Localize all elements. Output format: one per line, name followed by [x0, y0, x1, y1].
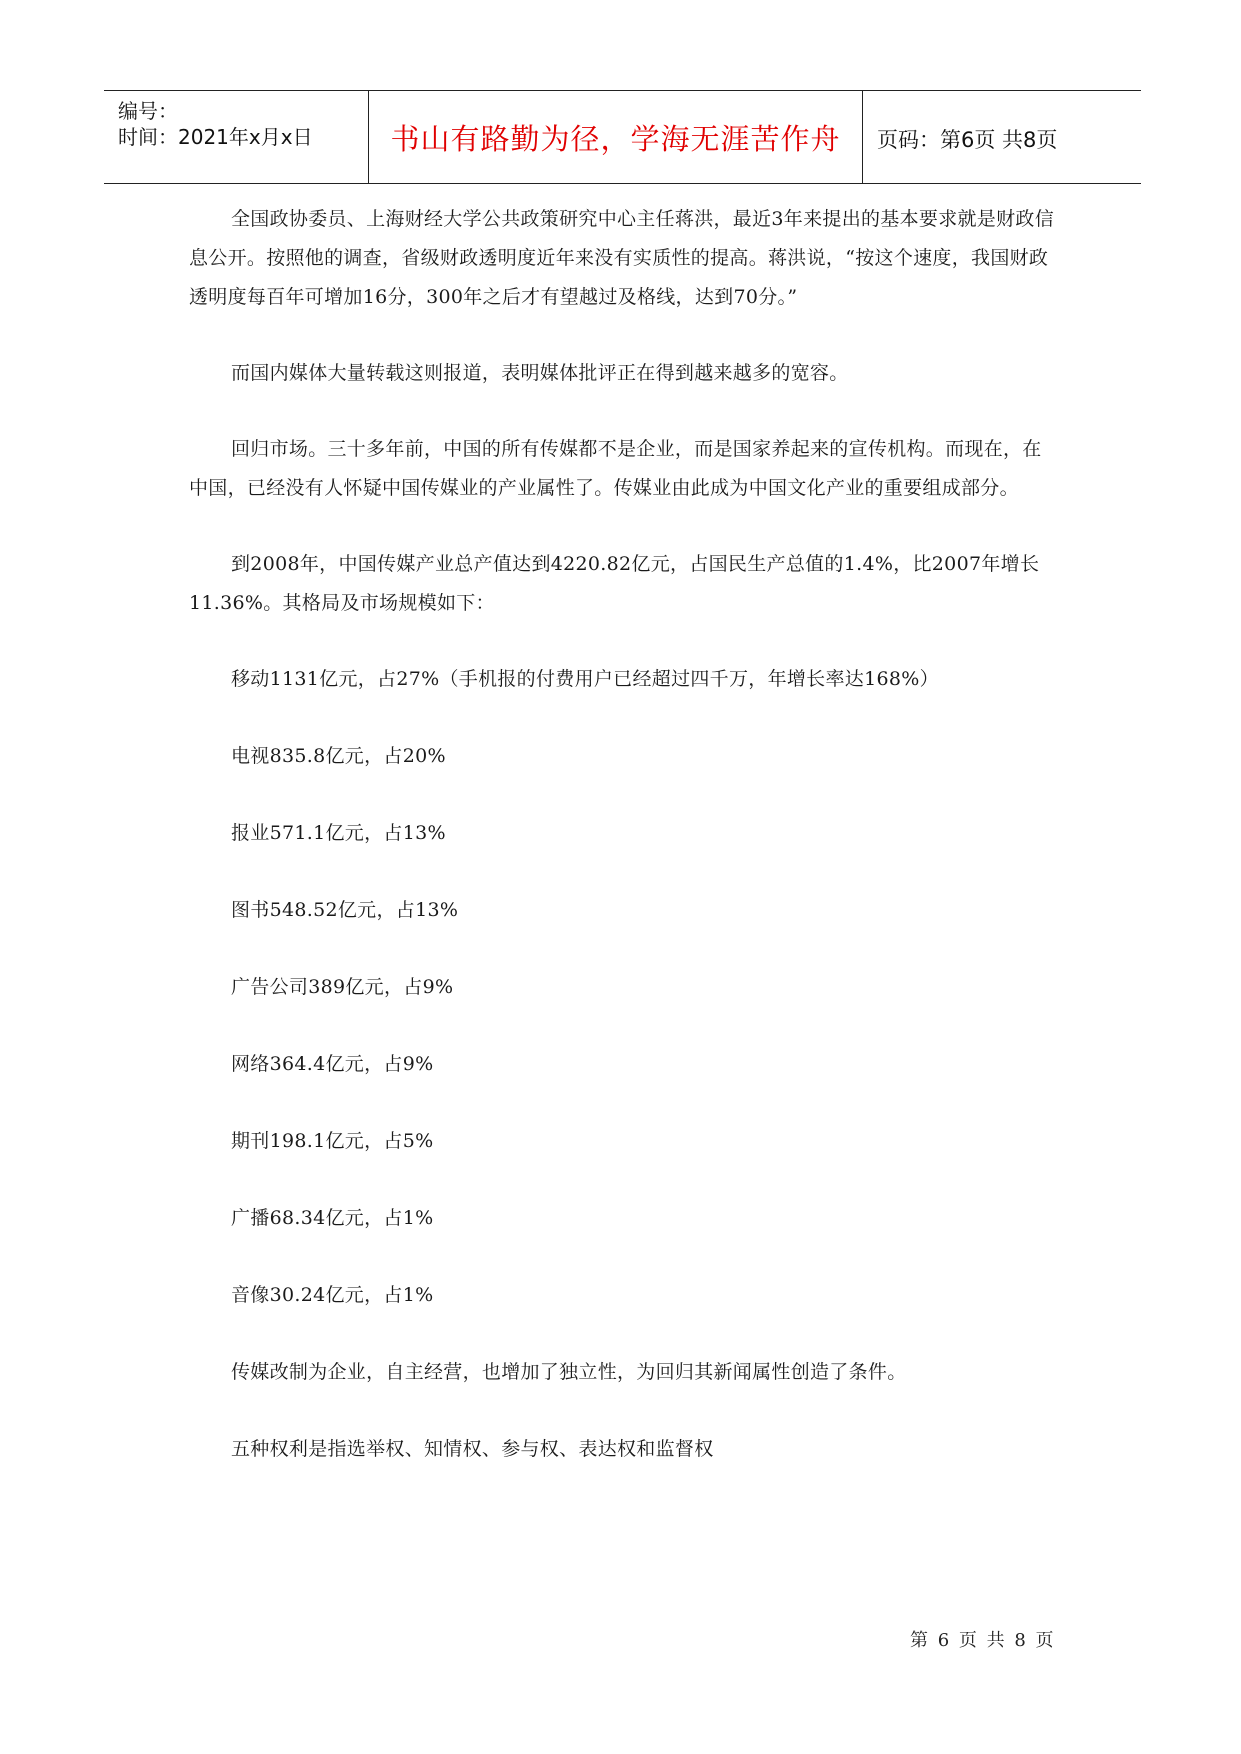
- paragraph: 到2008年，中国传媒产业总产值达到4220.82亿元，占国民生产总值的1.4%，比2007年增长11.36%。其格局及市场规模如下：: [189, 553, 1040, 614]
- market-item: 电视835.8亿元，占20%: [231, 745, 446, 767]
- header-meta-cell: [104, 91, 369, 183]
- market-item: 网络364.4亿元，占9%: [231, 1053, 434, 1075]
- market-item: 广告公司389亿元，占9%: [231, 976, 454, 998]
- body-text: [189, 200, 1059, 1507]
- paragraph: 而国内媒体大量转载这则报道，表明媒体批评正在得到越来越多的宽容。: [231, 362, 849, 384]
- paragraph: 全国政协委员、上海财经大学公共政策研究中心主任蒋洪，最近3年来提出的基本要求就是财政信息公开。按照他的调查，省级财政透明度近年来没有实质性的提高。蒋洪说，“按这个速度，我国财政透明度每百年可增加16分，300年之后才有望越过及格线，达到70分。”: [189, 208, 1054, 308]
- motto-text: 书山有路勤为径，学海无涯苦作舟: [390, 122, 841, 156]
- market-item: 音像30.24亿元，占1%: [231, 1284, 434, 1306]
- market-item: 广播68.34亿元，占1%: [231, 1207, 434, 1229]
- page-footer: 第 6 页 共 8 页: [910, 1630, 1056, 1651]
- market-item: 图书548.52亿元，占13%: [231, 899, 459, 921]
- header-page-cell: [863, 91, 1141, 183]
- page-code-label: 页码：第6页 共8页: [877, 128, 1058, 152]
- market-item: 期刊198.1亿元，占5%: [231, 1130, 434, 1152]
- paragraph: 五种权利是指选举权、知情权、参与权、表达权和监督权: [231, 1438, 714, 1460]
- paragraph: 传媒改制为企业，自主经营，也增加了独立性，为回归其新闻属性创造了条件。: [231, 1361, 907, 1383]
- header-motto-cell: [369, 91, 863, 183]
- serial-number-label: 编号：: [118, 99, 178, 123]
- market-item: 移动1131亿元，占27%（手机报的付费用户已经超过四千万，年增长率达168%）: [231, 668, 939, 690]
- market-item: 报业571.1亿元，占13%: [231, 822, 446, 844]
- document-header: [104, 90, 1141, 184]
- time-label: 时间：2021年x月x日: [118, 125, 313, 149]
- paragraph: 回归市场。三十多年前，中国的所有传媒都不是企业，而是国家养起来的宣传机构。而现在，在中国，已经没有人怀疑中国传媒业的产业属性了。传媒业由此成为中国文化产业的重要组成部分。: [189, 438, 1042, 499]
